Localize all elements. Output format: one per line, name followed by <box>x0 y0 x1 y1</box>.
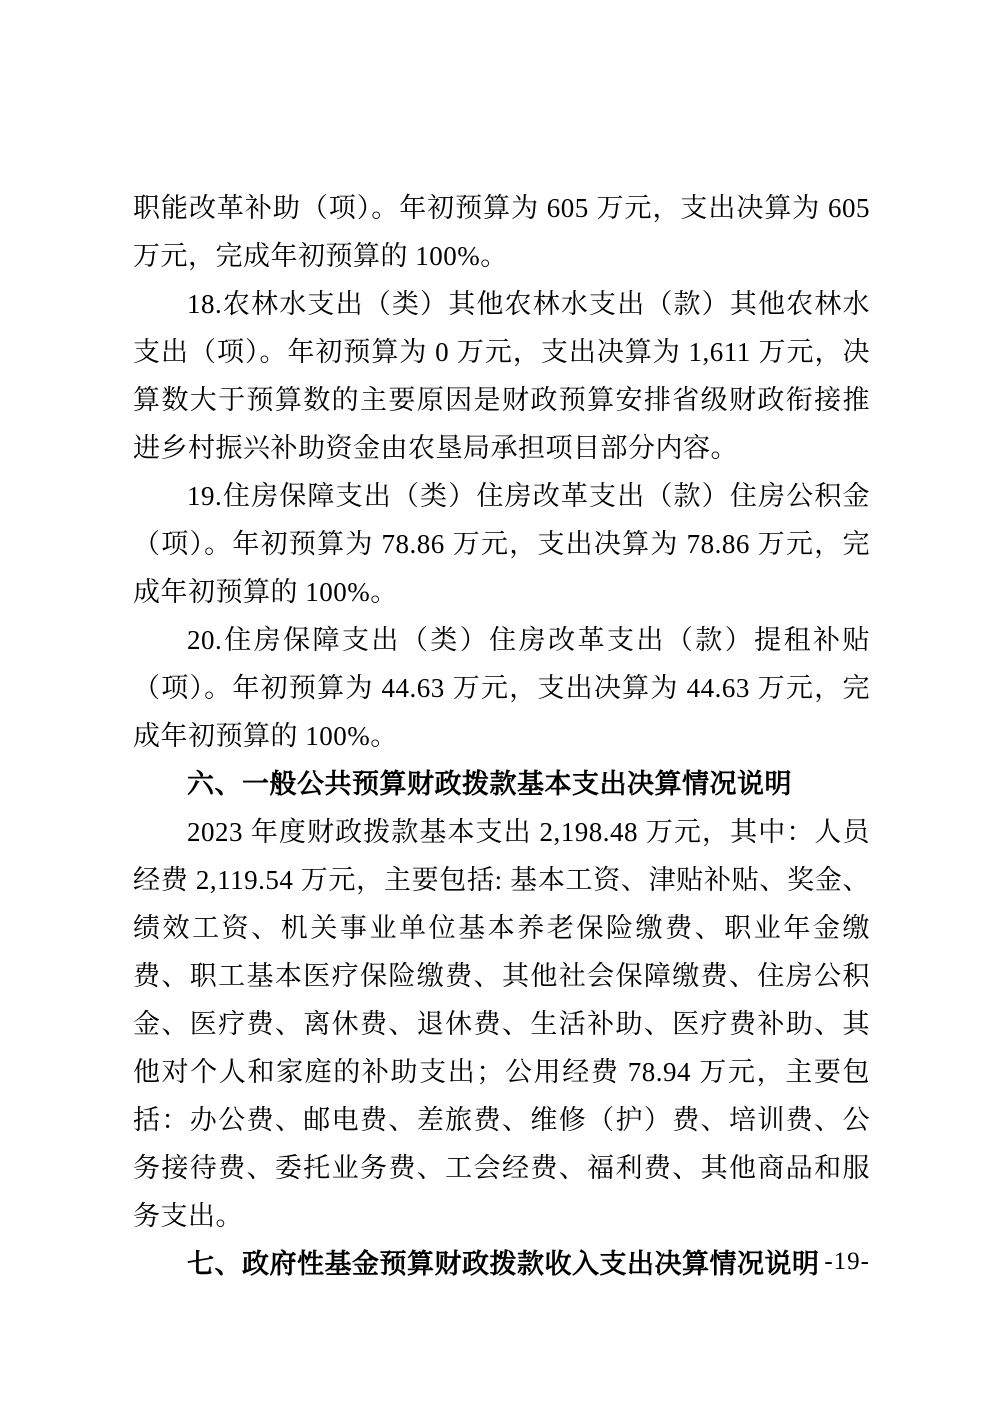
paragraph-item-18: 18.农林水支出（类）其他农林水支出（款）其他农林水支出（项）。年初预算为 0 万元，支出决算为 1,611 万元，决算数大于预算数的主要原因是财政预算安排省级财政衔接推进乡村振兴补助资金由农垦局承担项目部分内容。 <box>133 289 870 463</box>
paragraph-item-19: 19.住房保障支出（类）住房改革支出（款）住房公积金（项）。年初预算为 78.86 万元，支出决算为 78.86 万元，完成年初预算的 100%。 <box>133 481 870 607</box>
section-7-heading: 七、政府性基金预算财政拨款收入支出决算情况说明 <box>187 1249 820 1279</box>
section-6-heading: 六、一般公共预算财政拨款基本支出决算情况说明 <box>187 769 792 799</box>
document-content <box>133 184 870 1288</box>
page-number: -19- <box>824 1248 870 1275</box>
paragraph-section-6-body: 2023 年度财政拨款基本支出 2,198.48 万元，其中：人员经费 2,119.54 万元，主要包括: 基本工资、津贴补贴、奖金、绩效工资、机关事业单位基本养老保险缴费、职业年金缴费、职工基本医疗保险缴费、其他社会保障缴费、住房公积金、医疗费、离休费、退休费、生活补助、医疗费补助、其他对个人和家庭的补助支出；公用经费 78.94 万元，主要包括：办公费、邮电费、差旅费、维修（护）费、培训费、公务接待费、委托业务费、工会经费、福利费、其他商品和服务支出。 <box>133 817 870 1231</box>
paragraph-item-20: 20.住房保障支出（类）住房改革支出（款）提租补贴（项）。年初预算为 44.63 万元，支出决算为 44.63 万元，完成年初预算的 100%。 <box>133 625 870 751</box>
paragraph-continuation: 职能改革补助（项）。年初预算为 605 万元，支出决算为 605 万元，完成年初预算的 100%。 <box>133 193 870 271</box>
